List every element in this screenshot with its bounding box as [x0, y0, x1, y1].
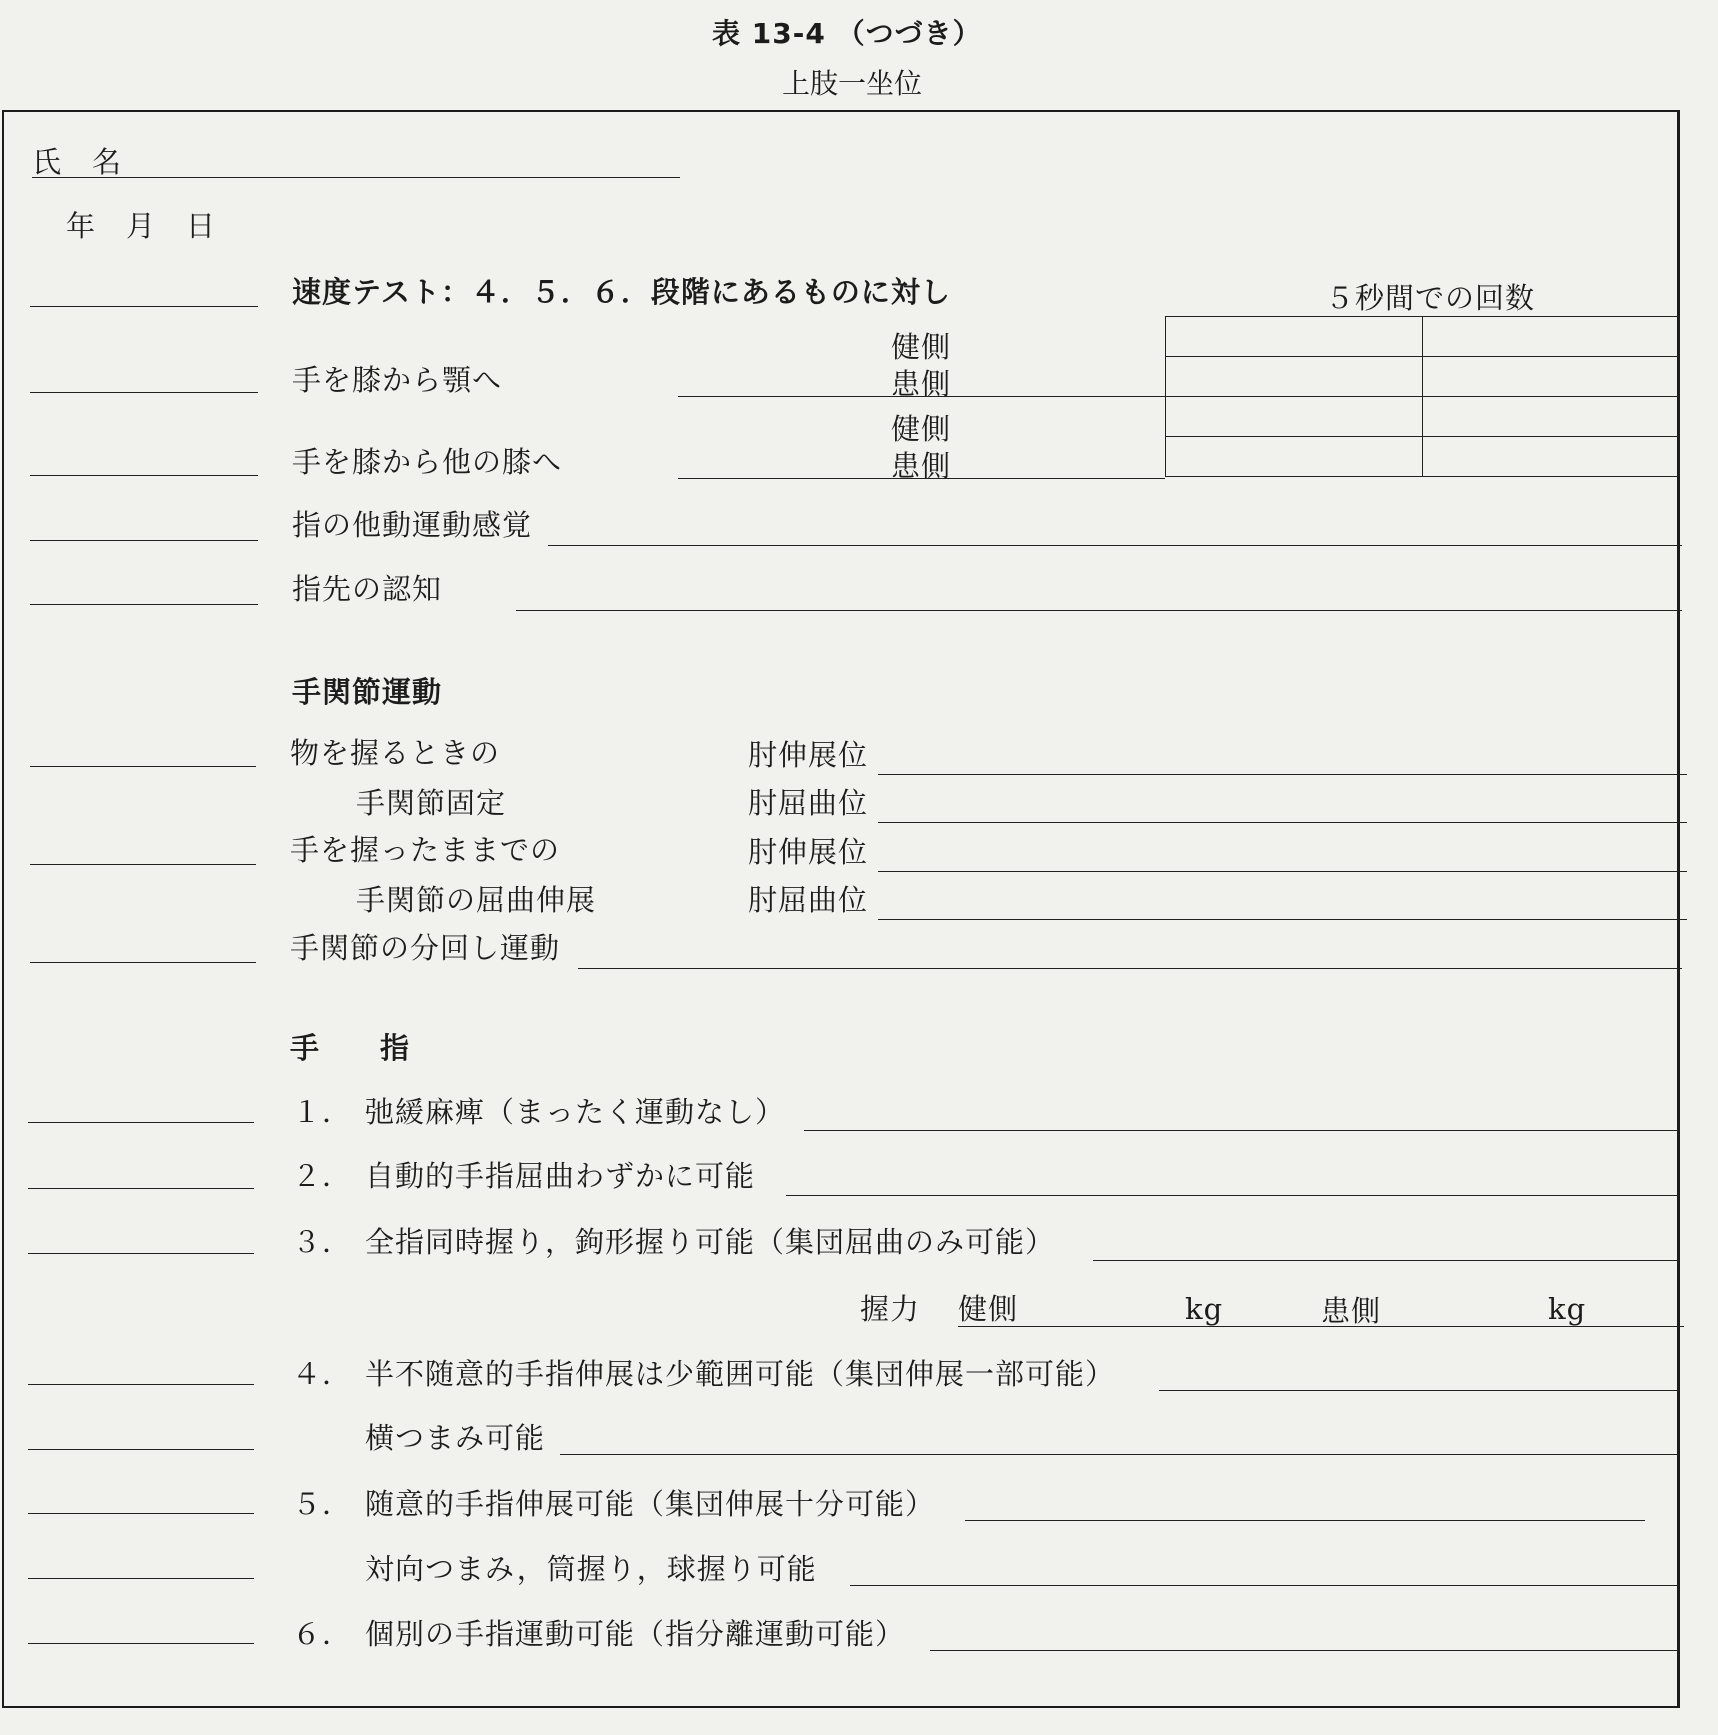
finger-4-line[interactable] [1159, 1390, 1680, 1391]
count-cell[interactable] [1166, 357, 1423, 397]
fingertip-recognition: 指先の認知 [292, 572, 443, 606]
blank-finger-2[interactable] [28, 1188, 254, 1189]
blank-lateral-pinch[interactable] [28, 1449, 254, 1450]
finger-item-num: ３． [292, 1225, 353, 1259]
finger-item-5: 随意的手指伸展可能（集団伸展十分可能） [365, 1487, 936, 1521]
blank-finger-5[interactable] [28, 1513, 254, 1514]
opposition-pinch-line[interactable] [850, 1585, 1680, 1586]
opposition-pinch-label: 対向つまみ，筒握り，球握り可能 [365, 1552, 817, 1586]
count-cell[interactable] [1423, 437, 1680, 477]
finger-2-line[interactable] [786, 1195, 1680, 1196]
grip-affected-unit: kg [1548, 1292, 1587, 1326]
circumduction-line[interactable] [578, 968, 1682, 969]
circumduction-label: 手関節の分回し運動 [290, 931, 561, 965]
flex-ext-flex-line[interactable] [878, 919, 1687, 920]
count-table [1165, 316, 1680, 477]
finger-item-num: ４． [292, 1357, 353, 1391]
finger-item-6: 個別の手指運動可能（指分離運動可能） [365, 1617, 906, 1651]
grip-strength-line[interactable] [958, 1326, 1684, 1327]
grip-healthy-label: 健側 [958, 1292, 1019, 1326]
wrist-heading: 手関節運動 [292, 675, 443, 709]
blank-task2[interactable] [30, 475, 258, 476]
task1-healthy-label: 健側 [891, 330, 952, 364]
fingers-heading: 手 指 [290, 1031, 411, 1065]
blank-opposition-pinch[interactable] [28, 1578, 254, 1579]
elbow-extended-label: 肘伸展位 [748, 835, 869, 869]
lateral-pinch-label: 横つまみ可能 [365, 1421, 546, 1455]
finger-6-line[interactable] [930, 1650, 1680, 1651]
flex-ext-ext-line[interactable] [878, 871, 1687, 872]
finger-3-line[interactable] [1093, 1260, 1680, 1261]
blank-speed-test[interactable] [30, 306, 258, 307]
blank-finger-4[interactable] [28, 1384, 254, 1385]
date-label: 年 月 日 [66, 209, 217, 243]
count-cell[interactable] [1423, 317, 1680, 357]
elbow-extended-label: 肘伸展位 [748, 738, 869, 772]
grip-fix-label-2: 手関節固定 [356, 786, 507, 820]
passive-motion-line[interactable] [548, 545, 1682, 546]
finger-1-line[interactable] [804, 1130, 1680, 1131]
task-knee-to-chin: 手を膝から顎へ [292, 363, 503, 397]
blank-finger-1[interactable] [28, 1122, 254, 1123]
count-cell[interactable] [1166, 397, 1423, 437]
elbow-flexed-label: 肘屈曲位 [748, 883, 869, 917]
grip-strength-label: 握力 [860, 1292, 921, 1326]
blank-flex-ext[interactable] [30, 864, 256, 865]
name-field-line[interactable] [32, 177, 680, 178]
task1-affected-label: 患側 [891, 367, 952, 401]
finger-item-3: 全指同時握り，鉤形握り可能（集団屈曲のみ可能） [365, 1225, 1056, 1259]
blank-finger-3[interactable] [28, 1253, 254, 1254]
count-cell[interactable] [1423, 357, 1680, 397]
passive-motion-sense: 指の他動運動感覚 [292, 508, 533, 542]
task1-line[interactable] [678, 396, 1165, 397]
grip-fix-flex-line[interactable] [878, 822, 1687, 823]
grip-fix-label-1: 物を握るときの [290, 736, 501, 770]
finger-item-num: ５． [292, 1487, 353, 1521]
name-label: 氏 名 [32, 145, 123, 179]
speed-test-label: 速度テスト：４．５．６．段階にあるものに対し [292, 275, 951, 309]
task2-healthy-label: 健側 [891, 412, 952, 446]
finger-item-num: １． [292, 1095, 353, 1129]
fingertip-line[interactable] [516, 610, 1682, 611]
page-title: 表 13-4 （つづき） [712, 17, 982, 50]
grip-fix-ext-line[interactable] [878, 774, 1687, 775]
finger-item-4: 半不随意的手指伸展は少範囲可能（集団伸展一部可能） [365, 1357, 1116, 1391]
finger-item-num: ２． [292, 1159, 353, 1193]
blank-fingertip[interactable] [30, 604, 258, 605]
count-header: ５秒間での回数 [1325, 281, 1536, 315]
finger-item-2: 自動的手指屈曲わずかに可能 [365, 1159, 756, 1193]
finger-item-1: 弛緩麻痺（まったく運動なし） [365, 1095, 786, 1129]
flex-ext-label-2: 手関節の屈曲伸展 [356, 883, 597, 917]
grip-affected-label: 患側 [1321, 1294, 1382, 1328]
blank-task1[interactable] [30, 392, 258, 393]
task2-affected-label: 患側 [891, 449, 952, 483]
page-subtitle: 上肢一坐位 [782, 67, 923, 100]
flex-ext-label-1: 手を握ったままでの [290, 833, 561, 867]
blank-finger-6[interactable] [28, 1643, 254, 1644]
elbow-flexed-label: 肘屈曲位 [748, 786, 869, 820]
finger-item-num: ６． [292, 1617, 353, 1651]
count-cell[interactable] [1166, 317, 1423, 357]
blank-grip-fix[interactable] [30, 766, 256, 767]
lateral-pinch-line[interactable] [560, 1454, 1680, 1455]
task2-line[interactable] [678, 478, 1165, 479]
blank-circumduction[interactable] [30, 962, 256, 963]
count-cell[interactable] [1166, 437, 1423, 477]
grip-healthy-unit: kg [1185, 1292, 1224, 1326]
task-knee-to-other-knee: 手を膝から他の膝へ [292, 445, 563, 479]
finger-5-line[interactable] [965, 1520, 1645, 1521]
blank-passive-motion[interactable] [30, 540, 258, 541]
count-cell[interactable] [1423, 397, 1680, 437]
